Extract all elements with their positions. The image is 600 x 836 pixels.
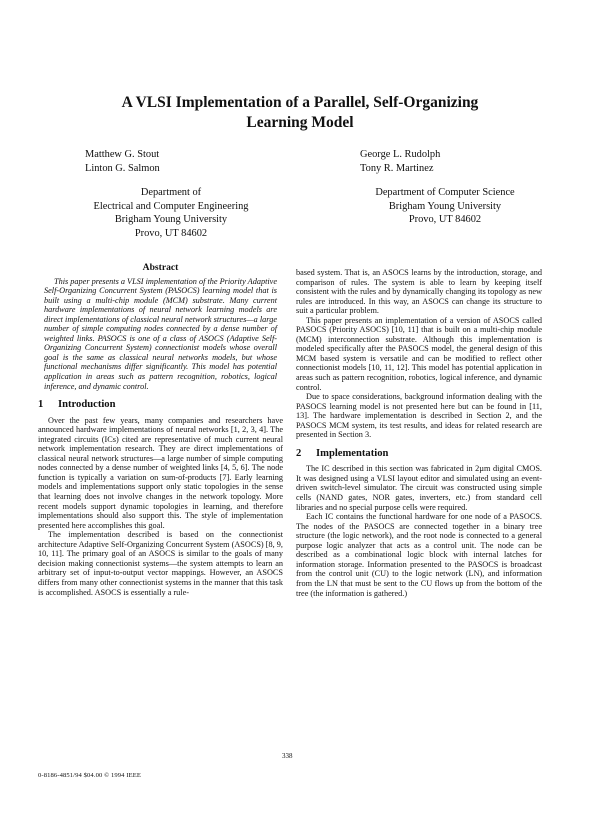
affiliation-line: Brigham Young University: [388, 200, 502, 212]
title-line-1: A VLSI Implementation of a Parallel, Self-Organizing: [121, 94, 479, 111]
author-name: Linton G. Salmon: [85, 162, 160, 174]
author-name: Tony R. Martinez: [360, 162, 434, 174]
title-line-2: Learning Model: [246, 114, 354, 131]
paragraph: Over the past few years, many companies and researchers have announced hardware implementations of neural networks [1, 2, 3, 4]. The integrated circuits (ICs) cited are representative of much current neural network implementation research. They are direct implementations of classical neural network structures—a large number of simple computing nodes connected by a dense number of weighted links [4, 5, 6]. The node function is typically a variation on sum-of-products [7]. Early learning models and implementations support only static topologies in the sense that learning does not involve changes in the network topology. More recent models support dynamic topologies in learning, and therefore implementations should also support this. The style of implementation presented here accomplishes this goal.: [38, 415, 283, 530]
paragraph: The implementation described is based on the connectionist architecture Adaptive Self-Organizing Concurrent System (ASOCS) [8, 9, 10, 11]. The primary goal of an ASOCS is similar to the goals of many decision making connectionist systems—the system attempts to learn an arbitrary set of input-to-output vector mappings. However, an ASOCS differs from many other connectionist systems in the manner that this task is accomplished. ASOCS is essentially a rule-: [38, 530, 283, 597]
paragraph: The IC described in this section was fabricated in 2µm digital CMOS. It was designed using a VLSI layout editor and simulated using an event-driven switch-level simulator. The circuit was constructed using simple cells (NAND gates, NOR gates, inverters, etc.) from standard cell libraries and no special purpose cells were required.: [296, 464, 542, 512]
paragraph: based system. That is, an ASOCS learns by the introduction, storage, and comparison of rules. The system is able to learn by keeping itself consistent with the rules and by dynamically changing its topology as new rules are introduced. In this way, an ASOCS can change its structure to suit a particular problem.: [296, 268, 542, 316]
affiliation-line: Department of: [140, 187, 202, 198]
affiliation-line: Provo, UT 84602: [134, 227, 208, 239]
affiliation-left: [56, 186, 286, 240]
authors-left: [85, 148, 225, 175]
authors-right: [360, 148, 510, 175]
section-title: Implementation: [316, 447, 389, 459]
section-heading-implementation: [296, 449, 542, 459]
section-heading-introduction: [38, 400, 283, 410]
paragraph: Due to space considerations, background information dealing with the PASOCS learning model is not presented here but can be found in [11, 13]. The hardware implementation is described in Section 2, and the PASOCS MCM system, its test results, and ideas for related research are presented in Section 3.: [296, 392, 542, 440]
paper-title: [60, 93, 540, 133]
right-column: [296, 268, 542, 598]
section-title: Introduction: [58, 399, 116, 411]
copyright-footer: 0-8186-4851/94 $04.00 © 1994 IEEE: [38, 772, 141, 779]
affiliation-right: [320, 186, 570, 227]
affiliation-line: Provo, UT 84602: [408, 214, 482, 226]
section-number: 2: [296, 447, 302, 459]
affiliation-line: Department of Computer Science: [375, 187, 515, 198]
left-column: [38, 263, 283, 597]
page-number: 338: [282, 752, 293, 760]
abstract-heading: Abstract: [142, 262, 179, 273]
section-number: 1: [38, 399, 44, 411]
author-name: George L. Rudolph: [360, 149, 441, 160]
author-name: Matthew G. Stout: [85, 149, 160, 160]
affiliation-line: Brigham Young University: [114, 214, 228, 226]
affiliation-line: Electrical and Computer Engineering: [93, 200, 249, 212]
paragraph: This paper presents an implementation of a version of ASOCS called PASOCS (Priority ASOCS) [10, 11] that is built on a multi-chip module (MCM) interconnection substrate. Although this implementation is modeled specifically after the PASOCS model, the general design of this MCM based system is versatile and can be modified to reflect other connectionist models [10, 11, 12]. This model has potential application in areas such as pattern recognition, robotics, logical inference, and dynamic control.: [296, 315, 542, 392]
abstract-text: This paper presents a VLSI implementation of the Priority Adaptive Self-Organizing Concurrent System (PASOCS) learning model that is built using a multi-chip module (MCM) substrate. Many current hardware implementations of neural network learning models are direct implementations of classical neural network structures—a large number of simple computing nodes connected by a dense number of weighted links. PASOCS is one of a class of ASOCS (Adaptive Self-Organizing Concurrent System) connectionist models whose overall goal is the same as classical neural networks models, but whose functional mechanisms differ significantly. This model has potential application in areas such as pattern recognition, robotics, logical inference, and dynamic control.: [44, 276, 277, 391]
paragraph: Each IC contains the functional hardware for one node of a PASOCS. The nodes of the PASOCS are connected together in a binary tree structure (the logic network), and the root node is connected to a general purpose logic analyzer that acts as a control unit. The node can be described as a combinational logic block with internal latches for information storage. Information presented to the PASOCS is broadcast from the control unit (CU) to the logic network (LN), and information from the LN that must be sent to the CU flows up from the bottom of the tree (the information is gathered.): [296, 512, 542, 598]
